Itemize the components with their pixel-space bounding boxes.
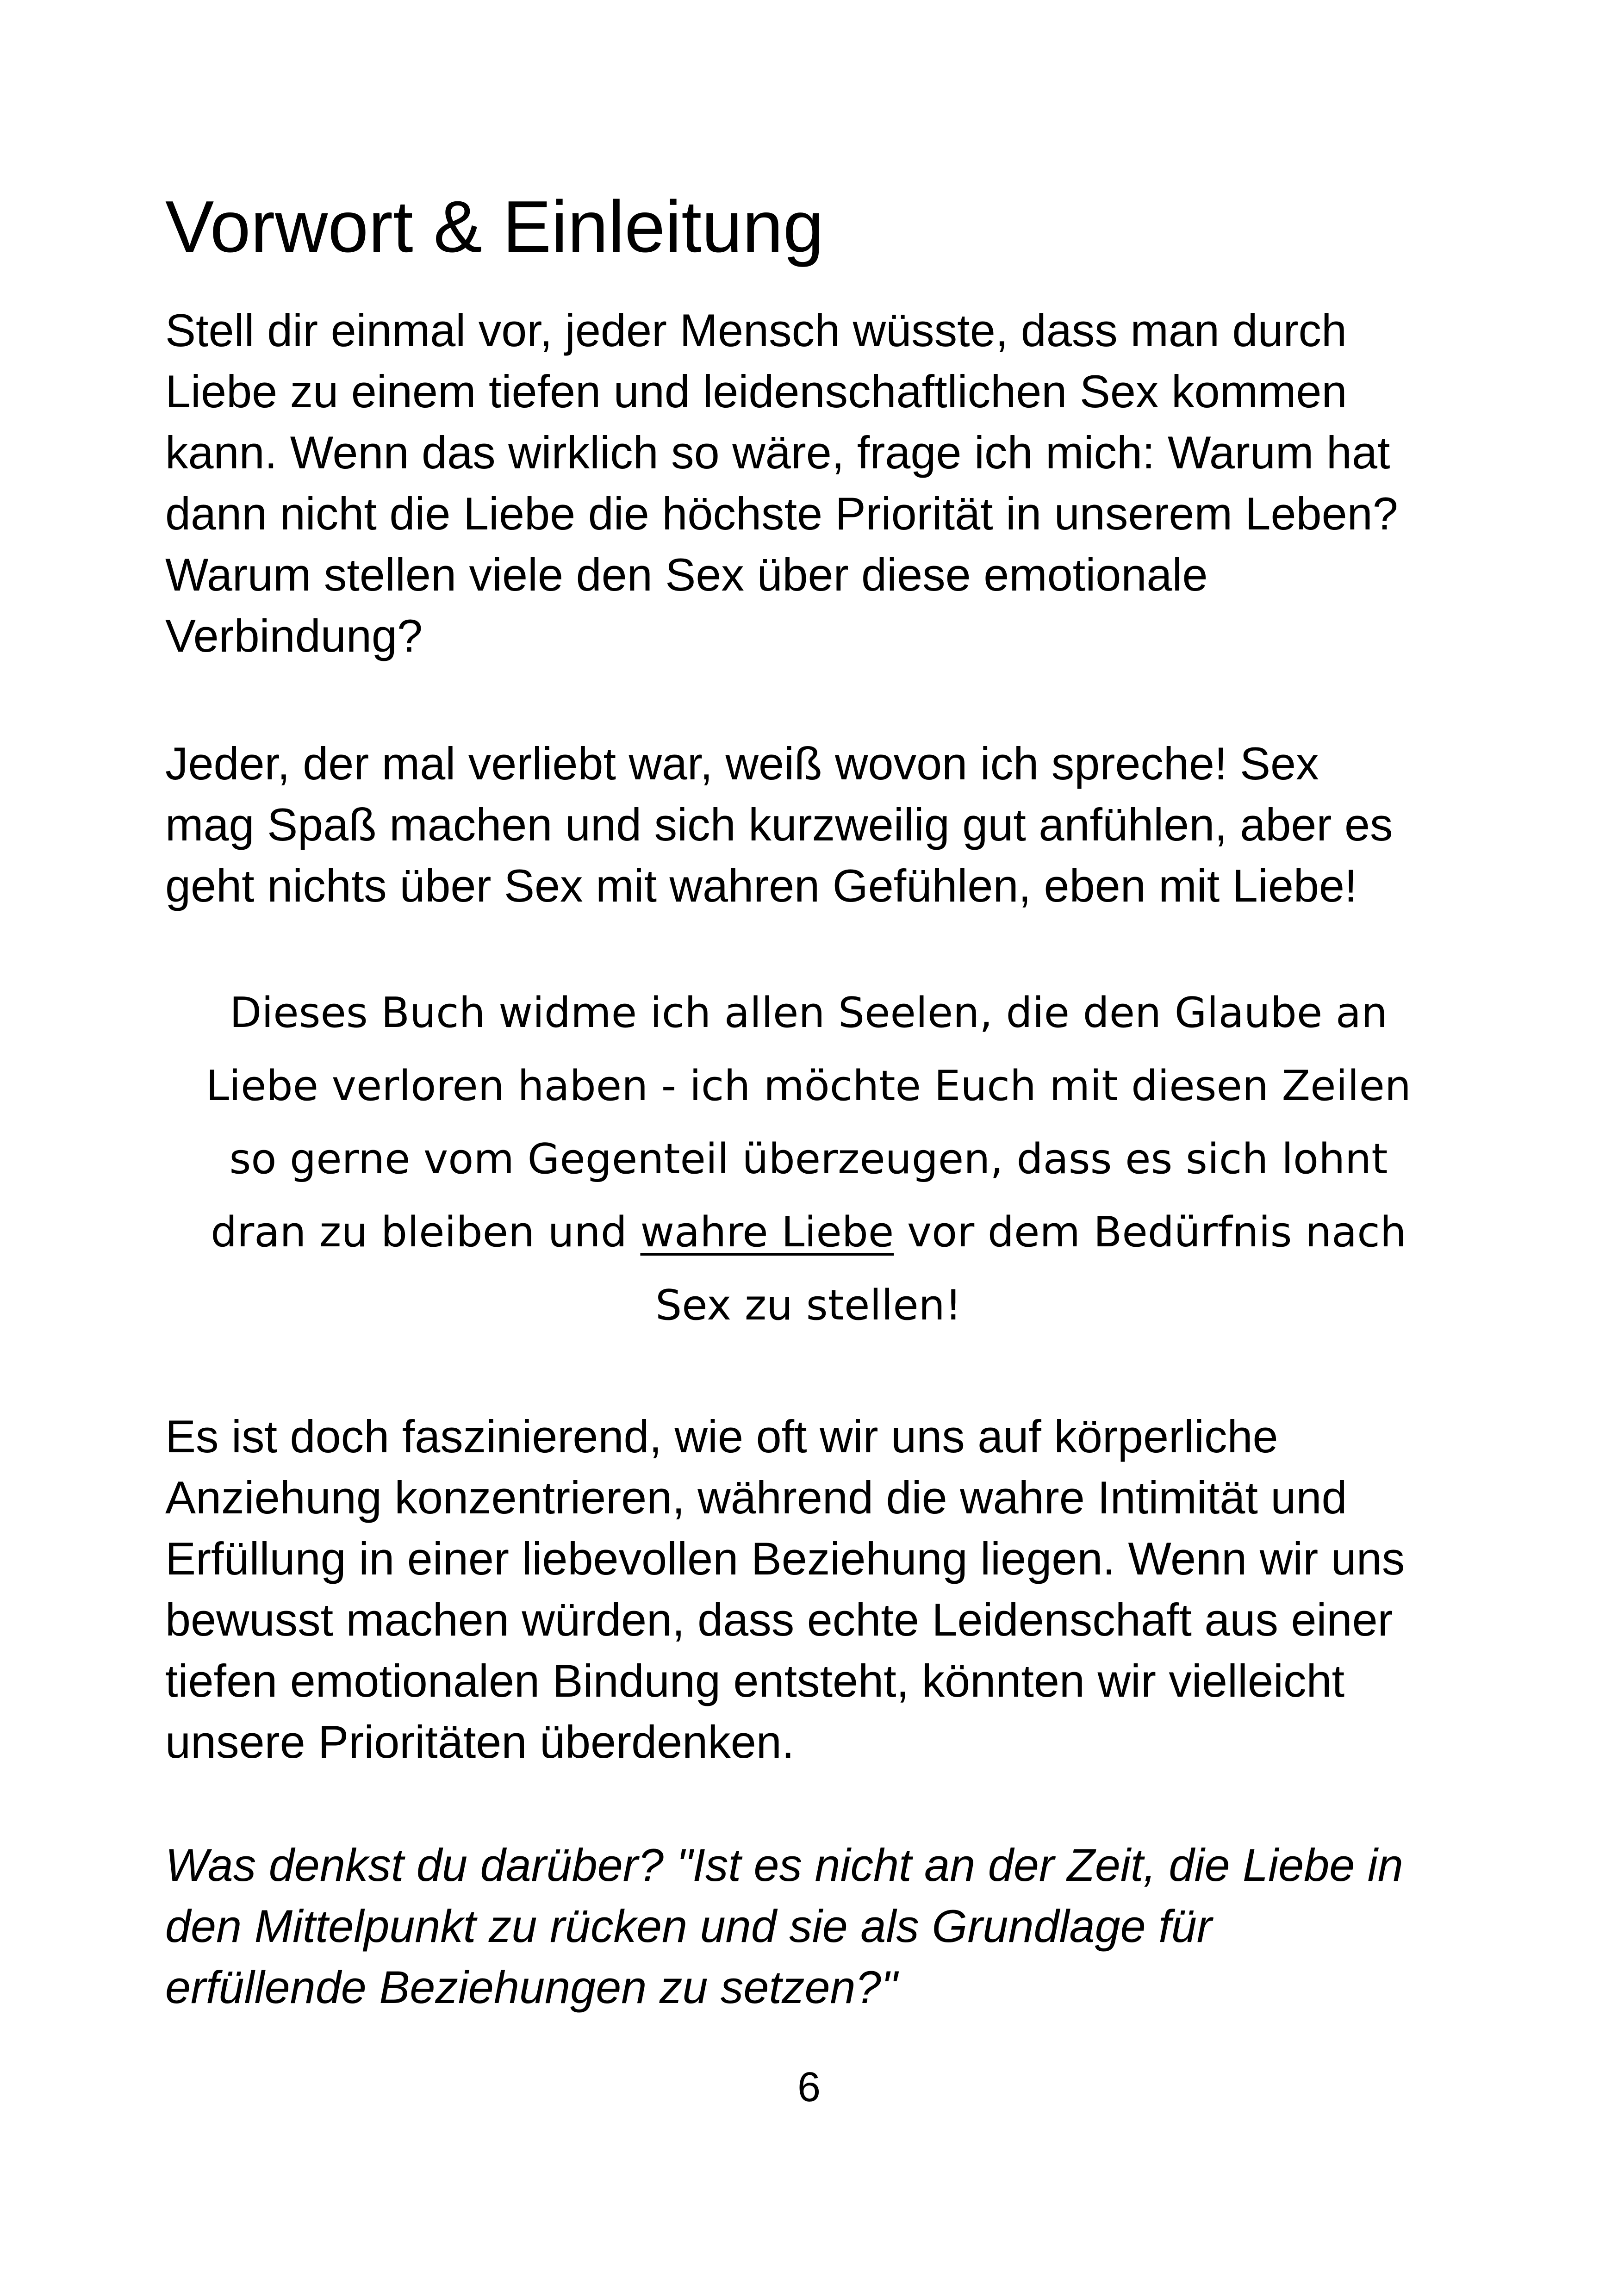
text-line: Was denkst du darüber? "Ist es nicht an der Zeit, die Liebe in: [165, 1839, 1403, 1891]
dedication-line: Sex zu stellen!: [655, 1281, 962, 1330]
text-line: den Mittelpunkt zu rücken und sie als Grundlage für: [165, 1900, 1212, 1952]
text-line: Anziehung konzentrieren, während die wahre Intimität und: [165, 1472, 1347, 1523]
underlined-phrase: wahre Liebe: [640, 1208, 894, 1257]
text-line: mag Spaß machen und sich kurzweilig gut anfühlen, aber es: [165, 799, 1393, 850]
dedication-block: [165, 977, 1452, 1342]
text-line: Erfüllung in einer liebevollen Beziehung liegen. Wenn wir uns: [165, 1533, 1405, 1584]
closing-question: [165, 1835, 1470, 2018]
dedication-line: Dieses Buch widme ich allen Seelen, die den Glaube an: [229, 989, 1388, 1037]
dedication-text: vor dem Bedürfnis nach: [894, 1208, 1406, 1257]
dedication-line: [165, 1196, 1452, 1269]
text-line: bewusst machen würden, dass echte Leidenschaft aus einer: [165, 1594, 1393, 1645]
text-line: Liebe zu einem tiefen und leidenschaftlichen Sex kommen: [165, 366, 1347, 417]
third-paragraph: [165, 1406, 1470, 1773]
text-line: Stell dir einmal vor, jeder Mensch wüsste, dass man durch: [165, 305, 1347, 356]
text-line: dann nicht die Liebe die höchste Priorität in unserem Leben?: [165, 488, 1398, 539]
chapter-title: Vorwort & Einleitung: [165, 186, 824, 268]
text-line: kann. Wenn das wirklich so wäre, frage ich mich: Warum hat: [165, 427, 1390, 478]
dedication-line: Liebe verloren haben - ich möchte Euch mit diesen Zeilen: [206, 1062, 1411, 1110]
text-line: geht nichts über Sex mit wahren Gefühlen, eben mit Liebe!: [165, 860, 1357, 911]
second-paragraph: [165, 733, 1470, 916]
text-line: tiefen emotionalen Bindung entsteht, könnten wir vielleicht: [165, 1655, 1345, 1706]
text-line: erfüllende Beziehungen zu setzen?": [165, 1961, 897, 2013]
text-line: Jeder, der mal verliebt war, weiß wovon ich spreche! Sex: [165, 738, 1319, 789]
intro-paragraph: [165, 300, 1470, 666]
text-line: Warum stellen viele den Sex über diese emotionale: [165, 549, 1208, 600]
text-line: Es ist doch faszinierend, wie oft wir uns auf körperliche: [165, 1411, 1278, 1462]
dedication-text: dran zu bleiben und: [211, 1208, 641, 1257]
page-number: 6: [797, 2064, 821, 2110]
dedication-line: so gerne vom Gegenteil überzeugen, dass es sich lohnt: [229, 1135, 1388, 1183]
text-line: unsere Prioritäten überdenken.: [165, 1716, 795, 1767]
text-line: Verbindung?: [165, 610, 423, 661]
